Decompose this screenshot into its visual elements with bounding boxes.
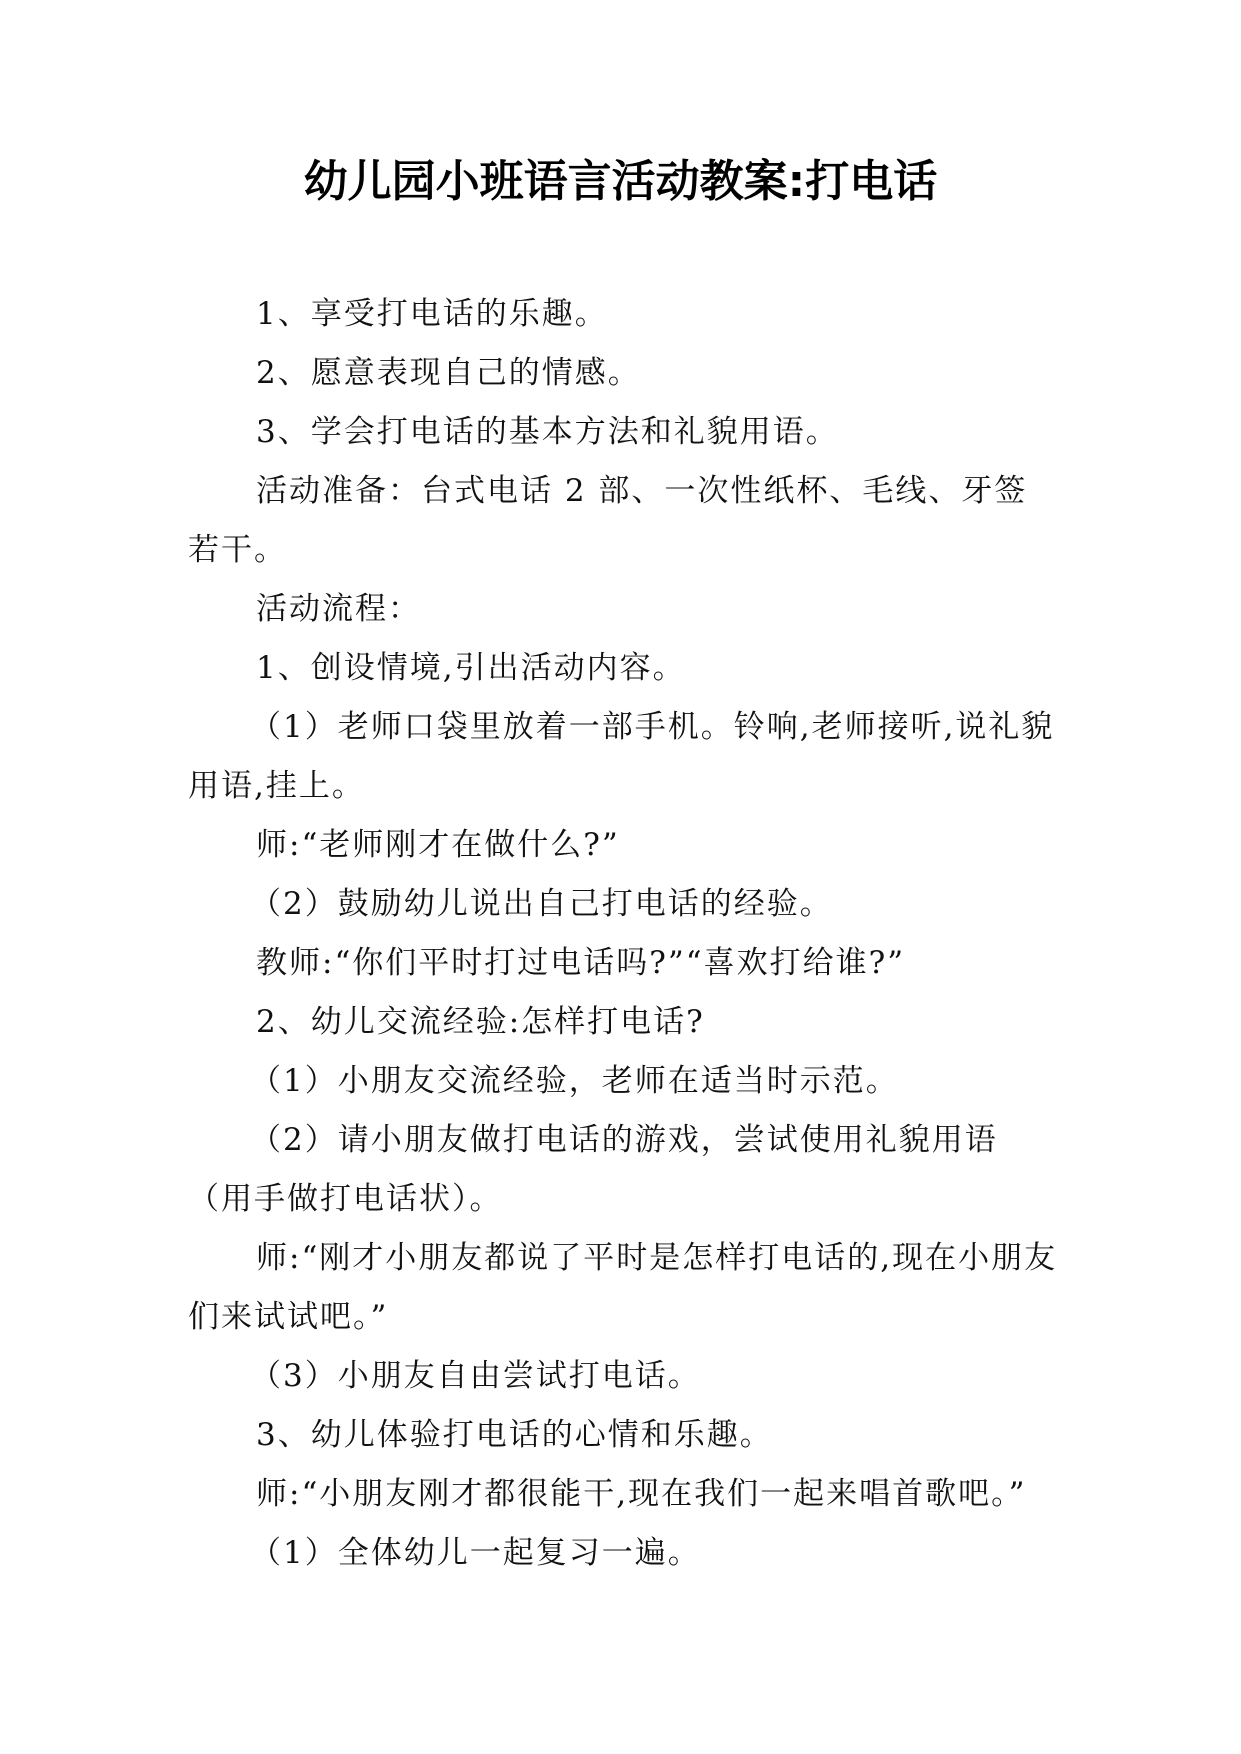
step-2-item-1: （1）小朋友交流经验，老师在适当时示范。 <box>250 1063 899 1099</box>
teacher-quote-3: 师:“刚才小朋友都说了平时是怎样打电话的,现在小朋友们来试试吧。” <box>188 1240 1058 1335</box>
step-2-item-2: （2）请小朋友做打电话的游戏，尝试使用礼貌用语（用手做打电话状）。 <box>188 1122 998 1217</box>
procedure-heading: 活动流程： <box>256 591 421 627</box>
objective-2: 2、愿意表现自己的情感。 <box>256 355 641 391</box>
step-2-item-3: （3）小朋友自由尝试打电话。 <box>250 1358 701 1394</box>
step-3-item-1: （1）全体幼儿一起复习一遍。 <box>250 1535 701 1571</box>
step-2-heading: 2、幼儿交流经验:怎样打电话? <box>256 1004 705 1040</box>
teacher-quote-4: 师:“小朋友刚才都很能干,现在我们一起来唱首歌吧。” <box>256 1476 1027 1512</box>
step-1-item-1: （1）老师口袋里放着一部手机。铃响,老师接听,说礼貌用语,挂上。 <box>188 709 1055 804</box>
document-body <box>188 285 1058 1583</box>
materials-paragraph: 活动准备：台式电话 2 部、一次性纸杯、毛线、牙签若干。 <box>188 473 1028 568</box>
objective-3: 3、学会打电话的基本方法和礼貌用语。 <box>256 414 839 450</box>
document-title: 幼儿园小班语言活动教案:打电话 <box>303 156 938 207</box>
teacher-quote-2: 教师:“你们平时打过电话吗?”“喜欢打给谁?” <box>256 945 906 981</box>
step-1-heading: 1、创设情境,引出活动内容。 <box>256 650 686 686</box>
teacher-quote-1: 师:“老师刚才在做什么?” <box>256 827 620 863</box>
step-3-heading: 3、幼儿体验打电话的心情和乐趣。 <box>256 1417 773 1453</box>
objective-1: 1、享受打电话的乐趣。 <box>256 296 608 332</box>
step-1-item-2: （2）鼓励幼儿说出自己打电话的经验。 <box>250 886 833 922</box>
